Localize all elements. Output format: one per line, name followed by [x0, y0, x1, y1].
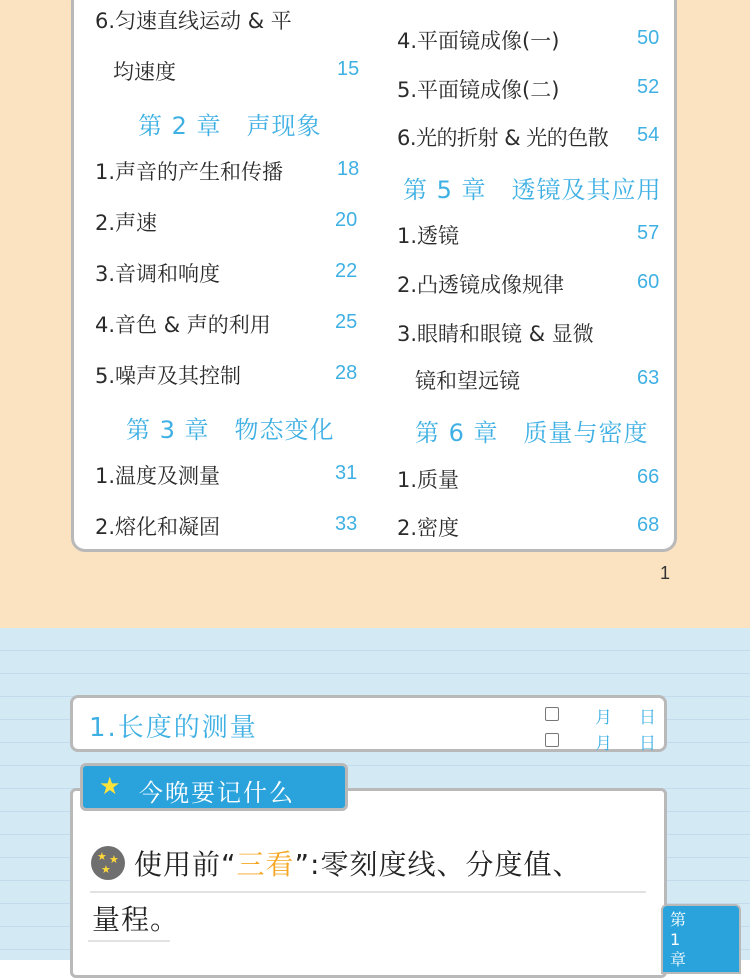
stars-badge-icon: ★ ★ ★: [91, 846, 125, 880]
divider: [90, 891, 646, 893]
toc-chapter-heading[interactable]: 第 3 章 物态变化: [126, 416, 335, 444]
memo-heading: 今晚要记什么: [139, 779, 295, 807]
toc-entry-page: 54: [637, 124, 660, 146]
toc-chapter-heading[interactable]: 第 6 章 质量与密度: [415, 419, 649, 447]
page-number: 1: [660, 563, 671, 583]
divider: [88, 940, 170, 942]
toc-entry-title[interactable]: 6.光的折射 & 光的色散: [397, 126, 609, 150]
lesson-title: 1.长度的测量: [89, 713, 258, 743]
date-day-label: 日: [639, 708, 656, 728]
toc-entry-page: 50: [637, 27, 660, 49]
memo-highlight: 三看: [236, 848, 295, 881]
toc-entry-title[interactable]: 2.熔化和凝固: [95, 515, 221, 539]
toc-entry-title[interactable]: 均速度: [113, 60, 176, 84]
toc-entry-page: 31: [335, 462, 358, 484]
toc-entry-title[interactable]: 1.温度及测量: [95, 464, 221, 488]
toc-entry-title[interactable]: 1.声音的产生和传播: [95, 160, 284, 184]
toc-entry-title[interactable]: 2.声速: [95, 211, 158, 235]
toc-entry-page: 57: [637, 222, 660, 244]
date-month-label: 月: [595, 708, 612, 728]
toc-entry-page: 15: [337, 58, 360, 80]
toc-entry-page: 28: [335, 362, 358, 384]
memo-text-prefix: 使用前“: [134, 848, 237, 881]
memo-text-suffix: ”:零刻度线、分度值、: [294, 848, 582, 881]
toc-entry-page: 60: [637, 271, 660, 293]
memo-text-line: [134, 843, 581, 883]
toc-entry-title[interactable]: 6.匀速直线运动 & 平: [95, 9, 292, 33]
toc-entry-page: 25: [335, 311, 358, 333]
memo-text-line: 量程。: [92, 903, 180, 936]
toc-chapter-heading[interactable]: 第 2 章 声现象: [138, 112, 322, 140]
toc-entry-title[interactable]: 3.眼睛和眼镜 & 显微: [397, 322, 594, 346]
lesson-page: [0, 628, 750, 969]
toc-chapter-heading[interactable]: 第 5 章 透镜及其应用: [403, 176, 662, 204]
memo-tab: [80, 763, 348, 811]
toc-entry-page: 66: [637, 466, 660, 488]
toc-entry-title[interactable]: 3.音调和响度: [95, 262, 221, 286]
toc-entry-title[interactable]: 5.平面镜成像(二): [397, 78, 560, 102]
toc-entry-title[interactable]: 2.密度: [397, 516, 460, 540]
toc-entry-page: 18: [337, 158, 360, 180]
toc-entry-page: 52: [637, 76, 660, 98]
toc-entry-page: 68: [637, 514, 660, 536]
toc-entry-title[interactable]: 4.平面镜成像(一): [397, 29, 560, 53]
toc-entry-page: 22: [335, 260, 358, 282]
star-icon: ★: [99, 772, 121, 800]
date-day-label: 日: [639, 734, 656, 754]
date-month-label: 月: [595, 734, 612, 754]
date-checkbox[interactable]: [545, 707, 559, 721]
toc-entry-title[interactable]: 4.音色 & 声的利用: [95, 313, 271, 337]
toc-entry-title[interactable]: 1.透镜: [397, 224, 460, 248]
toc-entry-title[interactable]: 1.质量: [397, 468, 460, 492]
chapter-tab[interactable]: [661, 904, 741, 974]
lesson-header: [70, 695, 667, 752]
toc-entry-title[interactable]: 镜和望远镜: [415, 369, 520, 393]
date-row: [545, 729, 665, 754]
toc-entry-page: 20: [335, 209, 358, 231]
toc-entry-page: 33: [335, 513, 358, 535]
memo-card: [70, 788, 667, 978]
date-row: [545, 703, 665, 728]
toc-entry-title[interactable]: 5.噪声及其控制: [95, 364, 242, 388]
date-checkbox[interactable]: [545, 733, 559, 747]
toc-entry-title[interactable]: 2.凸透镜成像规律: [397, 273, 565, 297]
chapter-tab-label: 第1章: [670, 910, 687, 969]
toc-entry-page: 63: [637, 367, 660, 389]
